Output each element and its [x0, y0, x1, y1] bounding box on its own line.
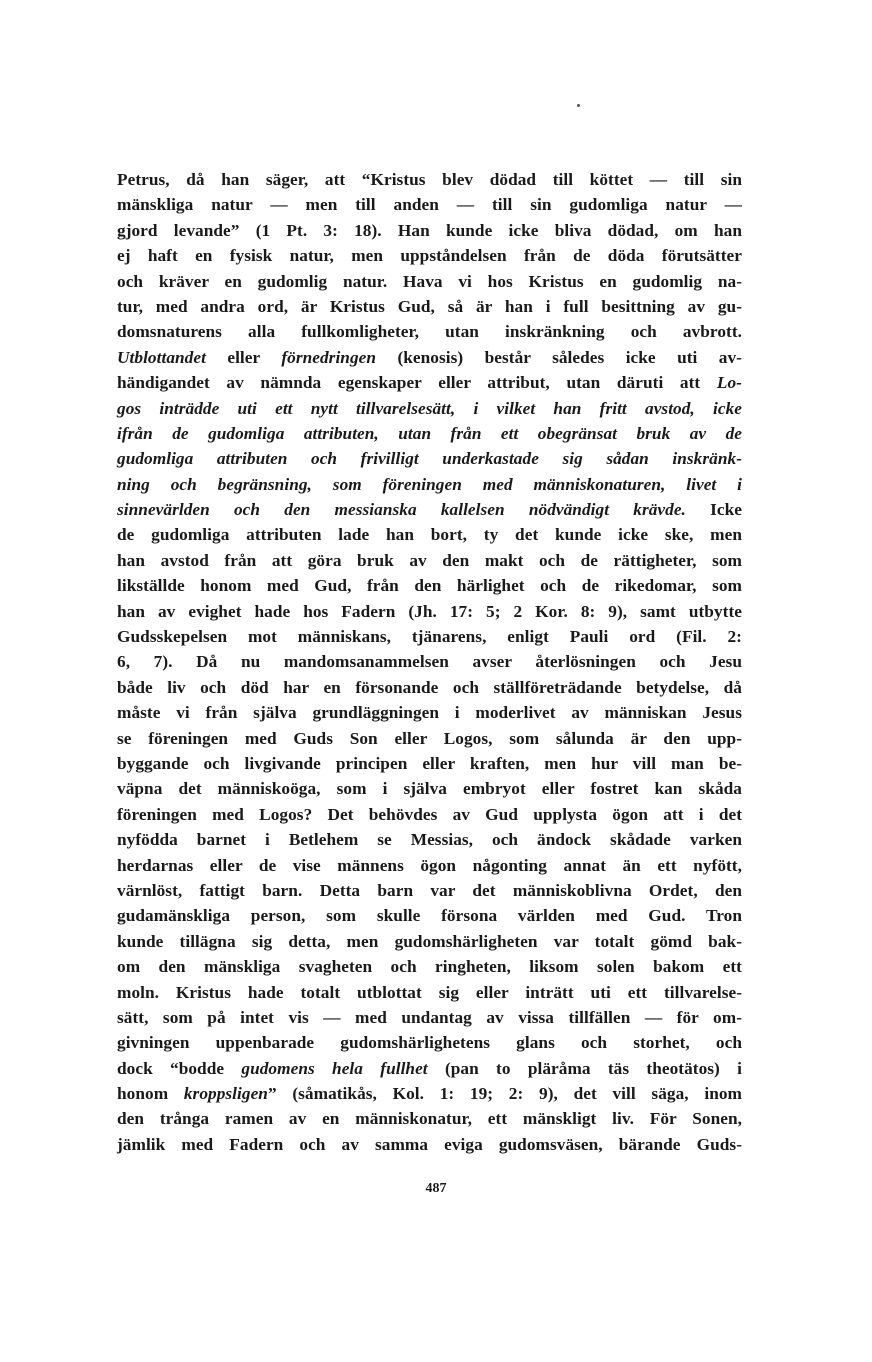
text-line — [117, 446, 742, 471]
text-line — [117, 1081, 742, 1106]
text-segment: den trånga ramen av en människonatur, ett mänskligt liv. För Sonen, — [117, 1109, 742, 1129]
text-segment: honom — [117, 1084, 184, 1104]
italic-text: sinnevärlden och den messianska kallelsen nödvändigt krävde. — [117, 500, 686, 520]
text-line — [117, 776, 742, 801]
text-line — [117, 726, 742, 751]
italic-text: gudomliga attributen och frivilligt underkastade sig sådan inskränk- — [117, 449, 742, 469]
text-line — [117, 675, 742, 700]
text-segment: gjord levande” (1 Pt. 3: 18). Han kunde icke bliva dödad, om han — [117, 220, 742, 240]
text-line — [117, 370, 742, 395]
text-line — [117, 548, 742, 573]
text-segment: jämlik med Fadern och av samma eviga gudomsväsen, bärande Guds- — [117, 1134, 742, 1154]
ink-speck — [577, 104, 580, 107]
text-segment: tur, med andra ord, är Kristus Gud, så är han i full besittning av gu- — [117, 296, 742, 316]
text-line — [117, 218, 742, 243]
text-segment: både liv och död har en försonande och ställföreträdande betydelse, då — [117, 677, 742, 697]
text-line — [117, 167, 742, 192]
text-segment: och kräver en gudomlig natur. Hava vi hos Kristus en gudomlig na- — [117, 271, 742, 291]
text-line — [117, 903, 742, 928]
text-segment: gudamänskliga person, som skulle försona världen med Gud. Tron — [117, 906, 742, 926]
text-line — [117, 522, 742, 547]
text-line — [117, 497, 742, 522]
text-line — [117, 1005, 742, 1030]
text-line — [117, 649, 742, 674]
text-line — [117, 345, 742, 370]
italic-text: ifrån de gudomliga attributen, utan från ett obegränsat bruk av de — [117, 423, 742, 443]
text-segment: eller — [205, 347, 282, 367]
text-segment: händigandet av nämnda egenskaper eller attribut, utan däruti att — [117, 373, 717, 393]
text-line — [117, 573, 742, 598]
italic-text: gos inträdde uti ett nytt tillvarelsesätt, i vilket han fritt avstod, icke — [117, 398, 742, 418]
text-segment: domsnaturens alla fullkomligheter, utan inskränkning och avbrott. — [117, 322, 742, 342]
text-segment: värnlöst, fattigt barn. Detta barn var det människoblivna Ordet, den — [117, 880, 742, 900]
text-line — [117, 192, 742, 217]
text-line — [117, 954, 742, 979]
text-line — [117, 1106, 742, 1131]
italic-text: Utblottandet — [117, 347, 206, 367]
text-line — [117, 1030, 742, 1055]
text-segment: ej haft en fysisk natur, men uppståndelsen från de döda förutsätter — [117, 246, 742, 266]
text-line — [117, 878, 742, 903]
text-segment: se föreningen med Guds Son eller Logos, som sålunda är den upp- — [117, 728, 742, 748]
text-segment: Petrus, då han säger, att “Kristus blev dödad till köttet — till sin — [117, 170, 742, 189]
text-segment: herdarnas eller de vise männens ögon någonting annat än ett nyfött, — [117, 855, 742, 875]
text-line — [117, 472, 742, 497]
text-segment: de gudomliga attributen lade han bort, ty det kunde icke ske, men — [117, 525, 742, 545]
text-line — [117, 269, 742, 294]
text-segment: Gudsskepelsen mot människans, tjänarens, enligt Pauli ord (Fil. 2: — [117, 627, 742, 647]
text-segment: likställde honom med Gud, från den härlighet och de rikedomar, som — [117, 576, 742, 596]
text-segment: föreningen med Logos? Det behövdes av Gud upplysta ögon att i det — [117, 804, 742, 824]
text-segment: han avstod från att göra bruk av den makt och de rättigheter, som — [117, 550, 742, 570]
text-segment: (pan to pläråma täs theotätos) i — [427, 1058, 743, 1078]
text-line — [117, 980, 742, 1005]
text-line — [117, 396, 742, 421]
text-line — [117, 827, 742, 852]
text-line — [117, 319, 742, 344]
text-segment: sätt, som på intet vis — med undantag av vissa tillfällen — för om- — [117, 1007, 742, 1027]
text-line — [117, 1056, 742, 1081]
italic-text: gudomens hela fullhet — [241, 1058, 428, 1078]
text-line — [117, 243, 742, 268]
body-text — [117, 167, 742, 1157]
text-segment: Icke — [685, 500, 742, 520]
text-line — [117, 700, 742, 725]
italic-text: Lo- — [716, 373, 742, 393]
text-segment: givningen uppenbarade gudomshärlighetens glans och storhet, och — [117, 1033, 742, 1053]
text-line — [117, 853, 742, 878]
italic-text: ning och begränsning, som föreningen med människonaturen, livet i — [117, 474, 742, 494]
text-segment: (kenosis) består således icke uti av- — [376, 347, 742, 367]
italic-text: förnedringen — [281, 347, 377, 367]
text-segment: han av evighet hade hos Fadern (Jh. 17: 5; 2 Kor. 8: 9), samt utbytte — [117, 601, 742, 621]
text-segment: dock “bodde — [117, 1058, 242, 1078]
text-segment: byggande och livgivande principen eller kraften, men hur vill man be- — [117, 753, 742, 773]
text-segment: kunde tillägna sig detta, men gudomshärligheten var totalt gömd bak- — [117, 931, 742, 951]
page-number: 487 — [425, 1181, 447, 1196]
text-line — [117, 599, 742, 624]
text-segment: moln. Kristus hade totalt utblottat sig eller inträtt uti ett tillvarelse- — [117, 982, 742, 1002]
text-segment: 6, 7). Då nu mandomsanammelsen avser återlösningen och Jesu — [117, 652, 742, 672]
text-line — [117, 1132, 742, 1157]
text-line — [117, 929, 742, 954]
text-segment: mänskliga natur — men till anden — till sin gudomliga natur — — [117, 195, 742, 215]
text-segment: nyfödda barnet i Betlehem se Messias, och ändock skådade varken — [117, 830, 742, 850]
text-line — [117, 421, 742, 446]
text-segment: väpna det människoöga, som i själva embryot eller fostret kan skåda — [117, 779, 742, 799]
text-segment: ” (såmatikås, Kol. 1: 19; 2: 9), det vill säga, inom — [267, 1084, 742, 1104]
text-line — [117, 624, 742, 649]
text-line — [117, 802, 742, 827]
text-segment: måste vi från själva grundläggningen i moderlivet av människan Jesus — [117, 703, 742, 723]
italic-text: kroppsligen — [183, 1084, 268, 1104]
text-line — [117, 294, 742, 319]
text-line — [117, 751, 742, 776]
text-segment: om den mänskliga svagheten och ringheten, liksom solen bakom ett — [117, 957, 742, 977]
